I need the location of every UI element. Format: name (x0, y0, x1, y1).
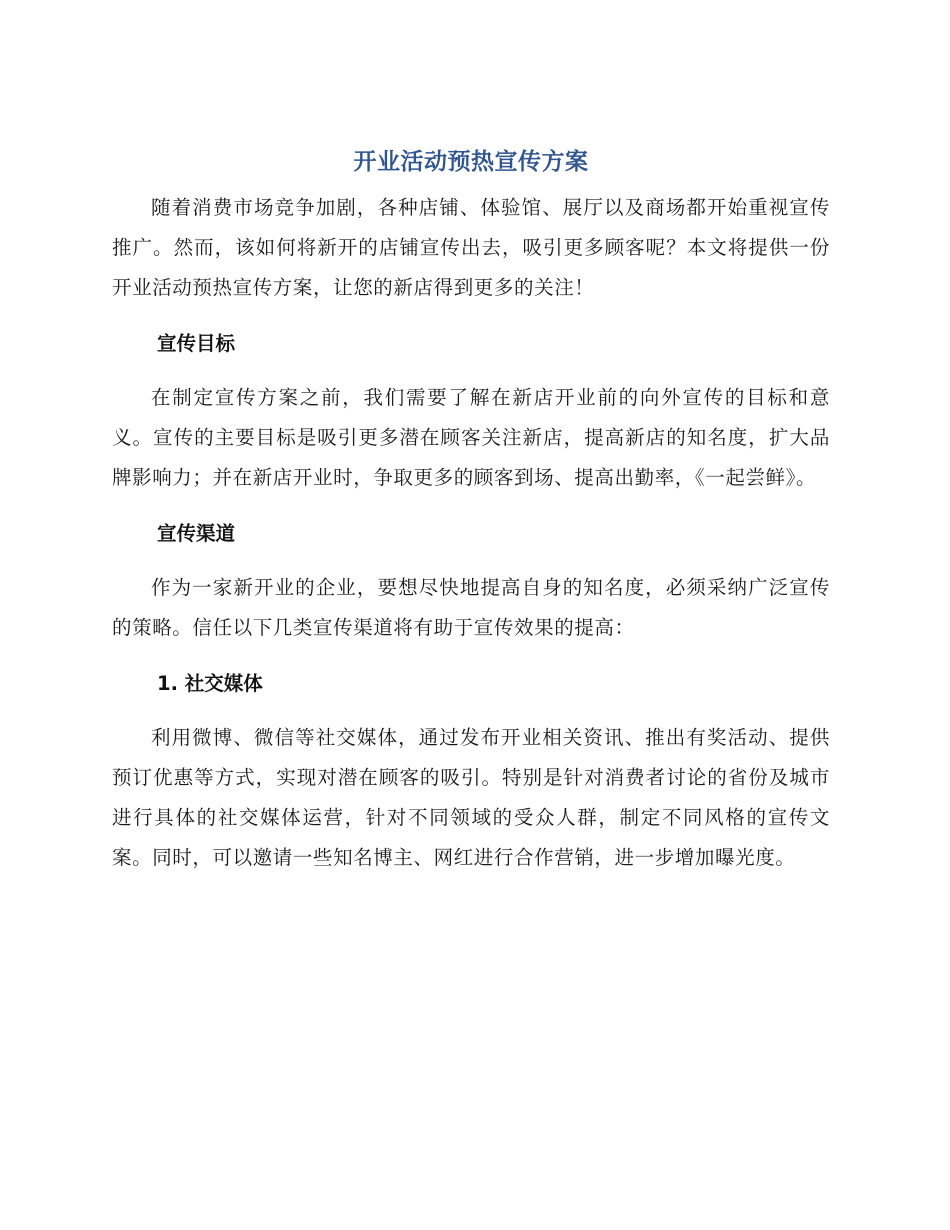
section-body-social-media: 利用微博、微信等社交媒体，通过发布开业相关资讯、推出有奖活动、提供预订优惠等方式，实现对潜在顾客的吸引。特别是针对消费者讨论的省份及城市进行具体的社交媒体运营，针对不同领域的受众人群，制定不同风格的宣传文案。同时，可以邀请一些知名博主、网红进行合作营销，进一步增加曝光度。 (112, 726, 830, 869)
document-body (112, 142, 830, 878)
section-body-channels: 作为一家新开业的企业，要想尽快地提高自身的知名度，必须采纳广泛宣传的策略。信任以下几类宣传渠道将有助于宣传效果的提高： (112, 576, 830, 639)
section-heading-goals: 宣传目标 (157, 332, 236, 355)
intro-paragraph: 随着消费市场竞争加剧，各种店铺、体验馆、展厅以及商场都开始重视宣传推广。然而，该如何将新开的店铺宣传出去，吸引更多顾客呢？本文将提供一份开业活动预热宣传方案，让您的新店得到更多的关注！ (112, 196, 830, 299)
section-body-goals: 在制定宣传方案之前，我们需要了解在新店开业前的向外宣传的目标和意义。宣传的主要目标是吸引更多潜在顾客关注新店，提高新店的知名度，扩大品牌影响力；并在新店开业时，争取更多的顾客到场、提高出勤率，《一起尝鲜》。 (112, 386, 830, 489)
section-heading-channels: 宣传渠道 (157, 522, 236, 545)
section-heading-social-media: 1. 社交媒体 (157, 672, 263, 695)
document-title: 开业活动预热宣传方案 (353, 149, 589, 175)
